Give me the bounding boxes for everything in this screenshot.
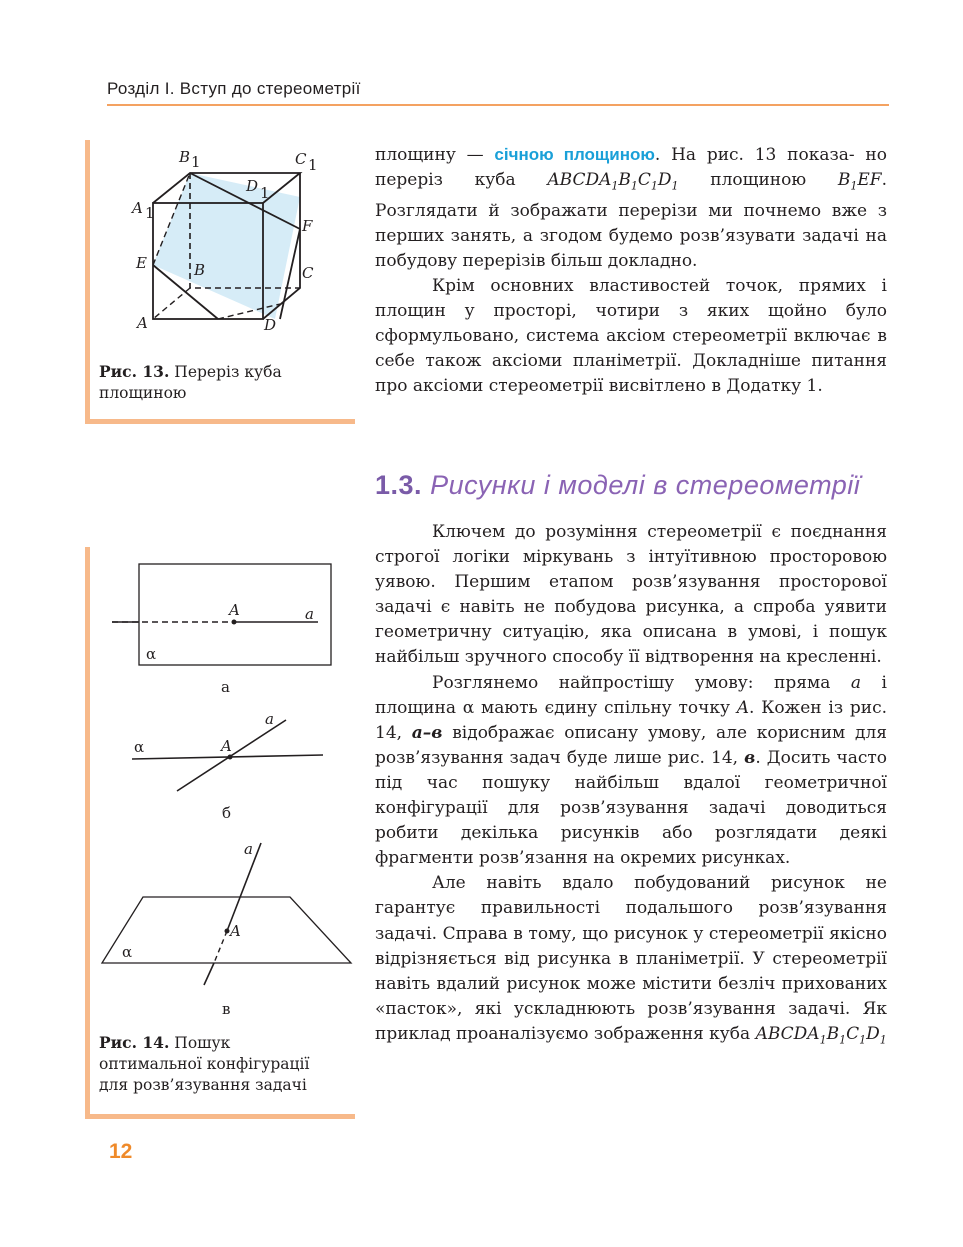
cube-name-base: ABCDA [547,170,612,191]
fig14c-point [225,929,230,934]
body-p3-cube: $ABCDA_1B_1C_1D_1$ [755,1023,887,1047]
line-plane-diagrams [90,547,355,1114]
body-paragraph-3 [375,871,887,1052]
figure-13-caption-text-1: Переріз куба [174,363,282,381]
label-b1-sub: 1 [191,153,201,171]
body-paragraph-2 [375,671,887,872]
fig14a-point [232,620,237,625]
fig14b-sub-label: б [222,804,232,822]
fig14c-label-plane: α [122,943,133,961]
section-plane [153,173,300,319]
term-section-plane: січною площиною [494,145,655,164]
body-p2-line: a [850,672,862,693]
fig14c-line-hidden [214,931,227,963]
cube-name: $ABCDA_1B_1C_1D_1$ [547,170,679,193]
label-d1: D [246,177,259,195]
label-d1-sub: 1 [260,184,270,202]
figure-13-panel [85,140,355,424]
label-c1-sub: 1 [308,156,318,174]
plane-name-b: B [837,170,851,191]
fig14c-line-lower [204,963,214,985]
fig14b-label-line: a [265,710,274,728]
figure-14-panel [85,547,355,1119]
figure-14-caption [99,1032,349,1096]
body-p2-a: Розглянемо найпростішу умову: пряма [432,672,851,693]
body-p2-b: і площина α мають єдину спільну точку [375,672,887,718]
figure-13-caption [99,361,349,404]
label-a1: A [132,199,143,217]
fig14a-sub-label: а [221,678,230,696]
label-f: F [302,217,313,235]
section-number: 1.3. [375,470,423,500]
page-header [107,78,889,106]
body-p2-v: в [744,747,756,768]
label-e: E [136,254,147,272]
figure-13-caption-text-2: площиною [99,384,187,402]
body-p2-c: . Кожен із рис. 14, [375,697,887,743]
body-paragraph-1: Ключем до розуміння стереометрії є поєднання строгої логіки міркувань з інтуїтивною просторовою уявою. Першим етапом розв’язування просторової задачі є навіть не побудова рисунка, а спроба уявити геометричну ситуацію, яка описана в умові, і пошук найбільш зручного способу її відтворення на кресленні. [375,522,887,668]
intro-p1-b: . На рис. 13 показа- [654,145,855,165]
label-a1-sub: 1 [145,204,155,222]
fig14c-label-point: A [230,922,241,940]
label-c: C [302,264,314,282]
fig14c-sub-label: в [222,1000,231,1018]
figure-14-caption-line-2: оптимальної конфігурації [99,1055,310,1073]
body-p3-a: Але навіть вдало побудований рисунок не гарантує правильності подальшого розв’язування задачі. Справа в тому, що рисунок у стереометрії якісно відрізняється від рисунка в планіметрії. У стереометрії навіть вдалий рисунок може містити безліч прихованих «пасток», які ускладнюють розв’язування задачі. Як приклад проаналізуємо зображення куба [375,873,887,1044]
fig14a-label-plane: α [146,645,157,663]
figure-14-caption-num: Рис. 14. [99,1033,170,1052]
fig14b-point [228,755,233,760]
plane-name-rest: EF [857,170,882,191]
page-number: 12 [109,1140,133,1163]
figure-14-caption-line-3: для розв’язування задачі [99,1076,307,1094]
fig14b-label-plane: α [134,738,145,756]
body-p2-point: A [736,697,750,718]
fig14b-label-point: A [221,737,232,755]
figure-14-caption-line-1: Пошук [174,1034,231,1052]
body-p2-d: відображає описану умову, але корисним для розв’язування задач буде лише рис. 14, [375,722,887,768]
section-body [375,520,887,1052]
fig14a-label-line: a [305,605,314,623]
label-b1: B [179,148,191,166]
body-p3-cube-base: ABCDA [755,1023,820,1044]
label-c1: C [295,150,307,168]
intro-p1-d: площиною [710,170,838,191]
body-p2-e: . Досить часто під час пошуку найбільш вдалої геометричної конфігурації для розв’язування задачі доводиться робити декілька рисунків або розглядати деякі фрагменти розв’язання на окремих рисунках. [375,747,887,869]
label-a: A [137,314,148,332]
section-heading [375,470,860,501]
intro-paragraph-1 [375,142,887,274]
label-b: B [194,261,206,279]
cube-hidden-edge-ab [153,288,190,319]
body-p2-range: а–в [411,722,443,743]
intro-p1-c: но переріз куба [375,145,887,191]
intro-paragraph-2: Крім основних властивостей точок, прямих і площин у просторі, чотири з яких щойно було сформульовано, система аксіом стереометрії включає в себе також аксіоми планіметрії. Докладніше питання про аксіоми стереометрії висвітлено в Додатку 1. [375,275,887,397]
intro-p1-a: площину — [375,145,495,165]
label-d: D [264,316,277,334]
section-title: Рисунки і моделі в стереометрії [430,470,861,500]
fig14a-label-point: A [229,601,240,619]
intro-p1-end: . [881,170,887,191]
fig14c-label-line: a [244,840,253,858]
intro-p1-rest: Розглядати й зображати перерізи ми почнемо вже з перших занять, а згодом будемо розв’язувати задачі на побудову перерізів більш докладно. [375,200,887,271]
figure-13-caption-num: Рис. 13. [99,362,170,381]
plane-name: $B_1EF$ [837,170,882,193]
intro-text [375,142,887,399]
chapter-title: Розділ I. Вступ до стереометрії [107,79,361,98]
